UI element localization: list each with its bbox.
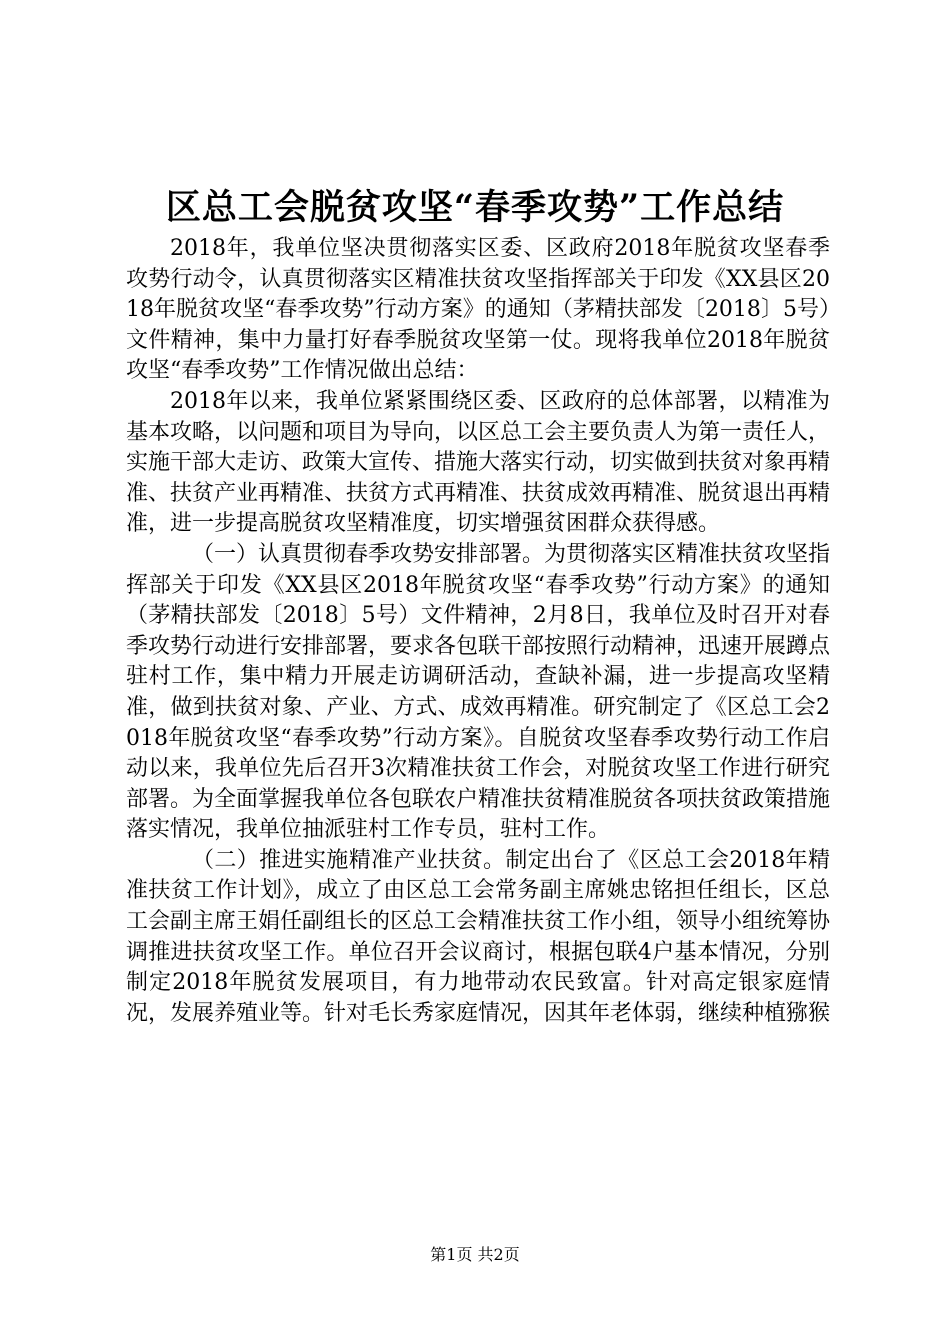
- paragraph-overview: 2018年以来，我单位紧紧围绕区委、区政府的总体部署，以精准为基本攻略，以问题和项目为导向，以区总工会主要负责人为第一责任人，实施干部大走访、政策大宣传、措施大落实行动，切实做到扶贫对象再精准、扶贫产业再精准、扶贫方式再精准、扶贫成效再精准、脱贫退出再精准，进一步提高脱贫攻坚精准度，切实增强贫困群众获得感。: [126, 388, 831, 537]
- document-body: [126, 234, 830, 1029]
- document-title: 区总工会脱贫攻坚“春季攻势”工作总结: [165, 187, 785, 228]
- paragraph-section-1: （一）认真贯彻春季攻势安排部署。为贯彻落实区精准扶贫攻坚指挥部关于印发《XX县区2018年脱贫攻坚“春季攻势”行动方案》的通知（茅精扶部发〔2018〕5号）文件精神，2月8日，我单位及时召开对春季攻势行动进行安排部署，要求各包联干部按照行动精神，迅速开展蹲点驻村工作，集中精力开展走访调研活动，查缺补漏，进一步提高攻坚精准，做到扶贫对象、产业、方式、成效再精准。研究制定了《区总工会2018年脱贫攻坚“春季攻势”行动方案》。自脱贫攻坚春季攻势行动工作启动以来，我单位先后召开3次精准扶贫工作会，对脱贫攻坚工作进行研究部署。为全面掌握我单位各包联农户精准扶贫精准脱贫各项扶贫政策措施落实情况，我单位抽派驻村工作专员，驻村工作。: [126, 541, 831, 843]
- paragraph-intro: 2018年，我单位坚决贯彻落实区委、区政府2018年脱贫攻坚春季攻势行动令，认真贯彻落实区精准扶贫攻坚指挥部关于印发《XX县区2018年脱贫攻坚“春季攻势”行动方案》的通知（茅精扶部发〔2018〕5号）文件精神，集中力量打好春季脱贫攻坚第一仗。现将我单位2018年脱贫攻坚“春季攻势”工作情况做出总结：: [126, 236, 830, 384]
- page-number-footer: 第1页 共2页: [430, 1245, 520, 1264]
- paragraph-section-2: （二）推进实施精准产业扶贫。制定出台了《区总工会2018年精准扶贫工作计划》，成立了由区总工会常务副主席姚忠铭担任组长，区总工会副主席王娟任副组长的区总工会精准扶贫工作小组，领导小组统筹协调推进扶贫攻坚工作。单位召开会议商讨，根据包联4户基本情况，分别制定2018年脱贫发展项目，有力地带动农民致富。针对高定银家庭情况，发展养殖业等。针对毛长秀家庭情况，因其年老体弱，继续种植猕猴: [126, 847, 831, 1026]
